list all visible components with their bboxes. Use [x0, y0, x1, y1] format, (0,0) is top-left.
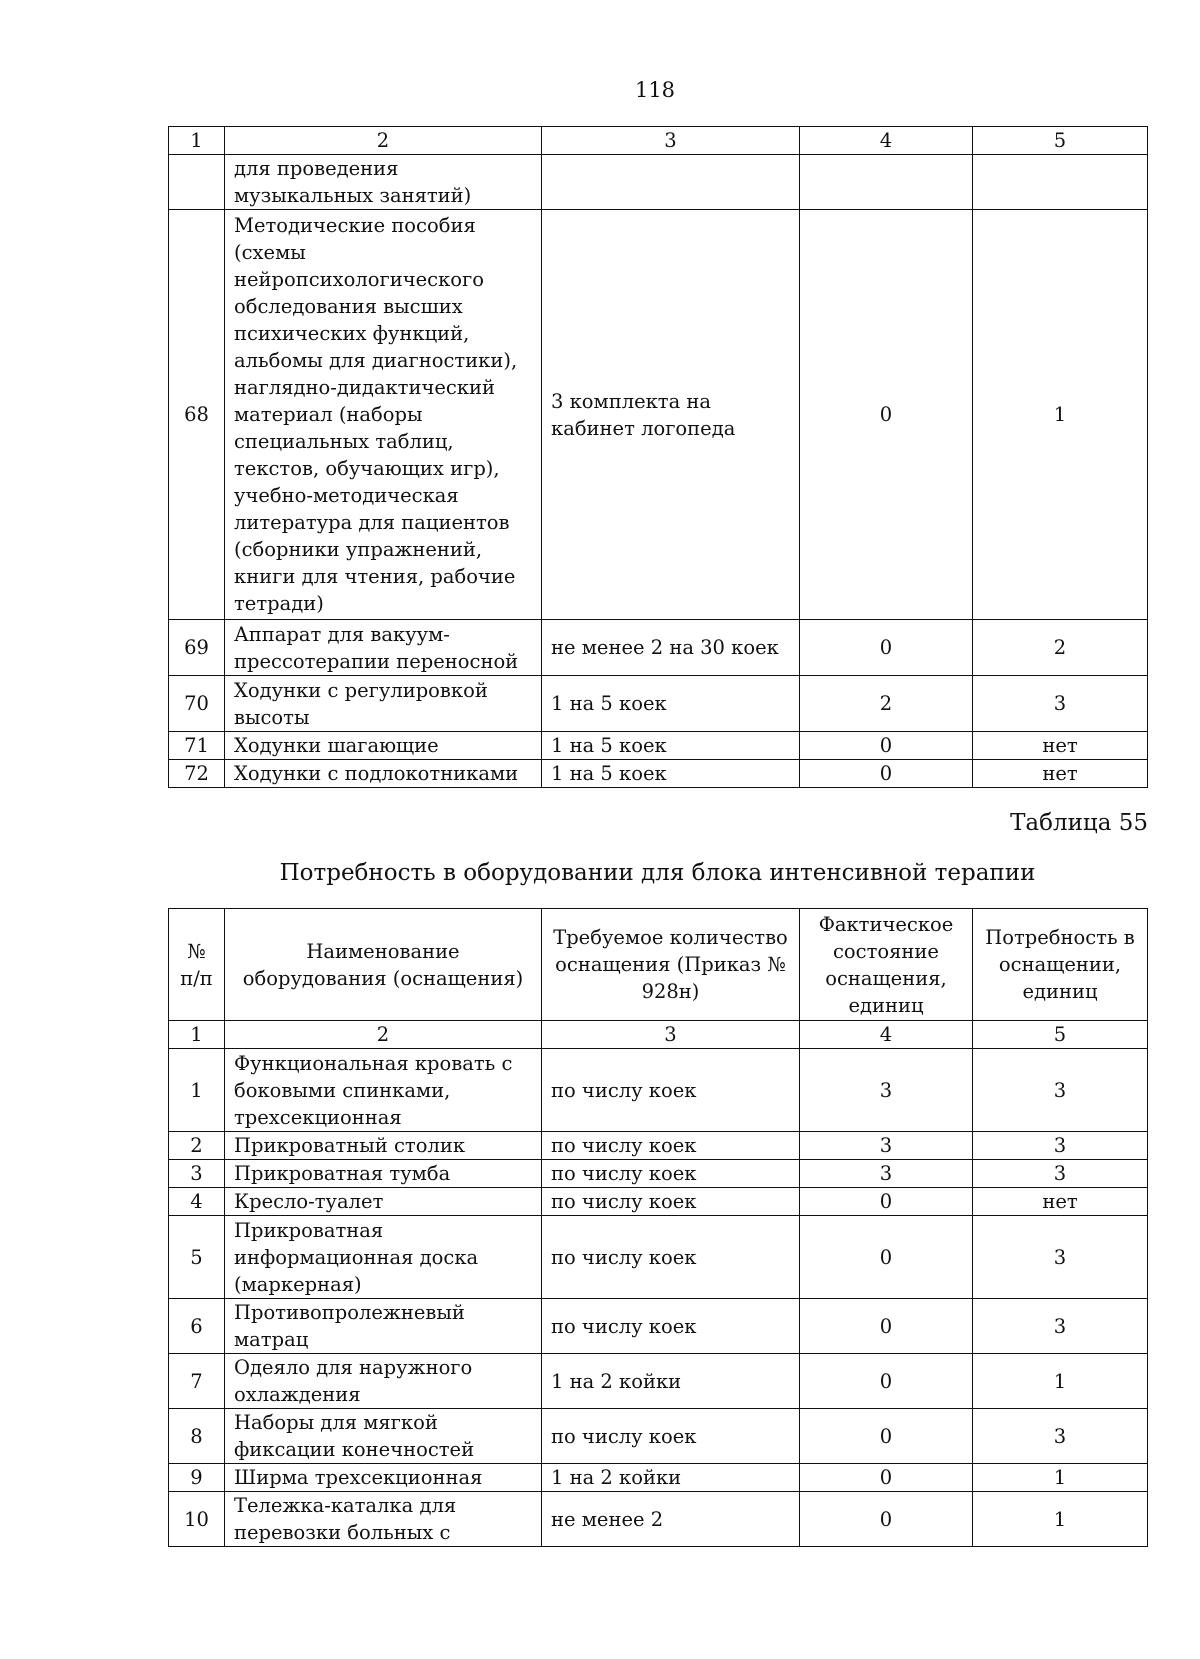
needed-quantity: нет: [973, 1188, 1148, 1216]
actual-quantity: 0: [800, 732, 973, 760]
required-quantity: 1 на 2 койки: [542, 1464, 800, 1492]
column-number: 3: [542, 1021, 800, 1049]
actual-quantity: 0: [800, 1354, 973, 1409]
required-quantity: по числу коек: [542, 1160, 800, 1188]
actual-quantity: 0: [800, 1492, 973, 1547]
column-number: 2: [225, 1021, 542, 1049]
column-number: 5: [973, 1021, 1148, 1049]
row-number: 5: [169, 1216, 225, 1299]
required-quantity: по числу коек: [542, 1132, 800, 1160]
needed-quantity: 1: [973, 1354, 1148, 1409]
needed-quantity: 3: [973, 1160, 1148, 1188]
needed-quantity: 3: [973, 676, 1148, 732]
actual-quantity: 0: [800, 210, 973, 620]
required-quantity: по числу коек: [542, 1216, 800, 1299]
column-header-need: Потребность в оснащении, единиц: [973, 909, 1148, 1021]
equipment-name: Ходунки шагающие: [225, 732, 542, 760]
actual-quantity: 3: [800, 1160, 973, 1188]
required-quantity: 3 комплекта на кабинет логопеда: [542, 210, 800, 620]
equipment-name: Прикроватная тумба: [225, 1160, 542, 1188]
row-number: 72: [169, 760, 225, 788]
table-row: [169, 155, 1148, 210]
table-row: [169, 620, 1148, 676]
row-number: 71: [169, 732, 225, 760]
needed-quantity: 2: [973, 620, 1148, 676]
table-row: [169, 1464, 1148, 1492]
row-number: 4: [169, 1188, 225, 1216]
actual-quantity: 0: [800, 1299, 973, 1354]
equipment-name: Тележка-каталка для перевозки больных с: [225, 1492, 542, 1547]
page-number: 118: [634, 78, 676, 102]
row-number: 3: [169, 1160, 225, 1188]
table-row: [169, 1160, 1148, 1188]
needed-quantity: нет: [973, 732, 1148, 760]
table-caption-label: Таблица 55: [1010, 810, 1148, 836]
table-row: [169, 1188, 1148, 1216]
required-quantity: не менее 2: [542, 1492, 800, 1547]
required-quantity: 1 на 5 коек: [542, 732, 800, 760]
equipment-name: для проведения музыкальных занятий): [225, 155, 542, 210]
table-row: [169, 676, 1148, 732]
needed-quantity: 1: [973, 1464, 1148, 1492]
column-number: 1: [169, 127, 225, 155]
row-number: 8: [169, 1409, 225, 1464]
actual-quantity: 0: [800, 1409, 973, 1464]
equipment-table-continued: [168, 126, 1148, 788]
equipment-name: Ширма трехсекционная: [225, 1464, 542, 1492]
required-quantity: [542, 155, 800, 210]
table-row: [169, 1409, 1148, 1464]
table-row: [169, 732, 1148, 760]
table-row: [169, 1299, 1148, 1354]
needed-quantity: 3: [973, 1409, 1148, 1464]
equipment-name: Прикроватная информационная доска (маркерная): [225, 1216, 542, 1299]
actual-quantity: 0: [800, 760, 973, 788]
table-caption-title: Потребность в оборудовании для блока интенсивной терапии: [279, 860, 1036, 886]
column-header-number: № п/п: [169, 909, 225, 1021]
actual-quantity: 0: [800, 620, 973, 676]
equipment-name: Одеяло для наружного охлаждения: [225, 1354, 542, 1409]
equipment-name: Кресло-туалет: [225, 1188, 542, 1216]
column-number: 1: [169, 1021, 225, 1049]
table-row: [169, 760, 1148, 788]
needed-quantity: 3: [973, 1049, 1148, 1132]
column-number-row: [169, 127, 1148, 155]
row-number: 1: [169, 1049, 225, 1132]
column-number: 3: [542, 127, 800, 155]
table-row: [169, 1049, 1148, 1132]
intensive-care-equipment-table: [168, 908, 1148, 1547]
column-header-actual: Фактическое состояние оснащения, единиц: [800, 909, 973, 1021]
required-quantity: по числу коек: [542, 1049, 800, 1132]
actual-quantity: 2: [800, 676, 973, 732]
equipment-name: Ходунки с регулировкой высоты: [225, 676, 542, 732]
required-quantity: по числу коек: [542, 1299, 800, 1354]
column-number: 2: [225, 127, 542, 155]
column-number: 4: [800, 1021, 973, 1049]
equipment-name: Ходунки с подлокотниками: [225, 760, 542, 788]
needed-quantity: нет: [973, 760, 1148, 788]
row-number: 10: [169, 1492, 225, 1547]
table-row: [169, 1354, 1148, 1409]
table-row: [169, 1492, 1148, 1547]
required-quantity: по числу коек: [542, 1409, 800, 1464]
needed-quantity: [973, 155, 1148, 210]
row-number: [169, 155, 225, 210]
row-number: 69: [169, 620, 225, 676]
equipment-name: Прикроватный столик: [225, 1132, 542, 1160]
row-number: 6: [169, 1299, 225, 1354]
equipment-name: Методические пособия (схемы нейропсихологического обследования высших психических функций, альбомы для диагностики), наглядно-дидактический материал (наборы специальных таблиц, текстов, обучающих игр), учебно-методическая литература для пациентов (сборники упражнений, книги для чтения, рабочие тетради): [225, 210, 542, 620]
column-number: 5: [973, 127, 1148, 155]
actual-quantity: 3: [800, 1132, 973, 1160]
needed-quantity: 3: [973, 1132, 1148, 1160]
column-number-row: [169, 1021, 1148, 1049]
actual-quantity: [800, 155, 973, 210]
equipment-name: Функциональная кровать с боковыми спинками, трехсекционная: [225, 1049, 542, 1132]
equipment-name: Аппарат для вакуум-прессотерапии переносной: [225, 620, 542, 676]
table-row: [169, 1216, 1148, 1299]
needed-quantity: 3: [973, 1299, 1148, 1354]
needed-quantity: 1: [973, 210, 1148, 620]
row-number: 2: [169, 1132, 225, 1160]
required-quantity: 1 на 5 коек: [542, 676, 800, 732]
required-quantity: по числу коек: [542, 1188, 800, 1216]
required-quantity: 1 на 5 коек: [542, 760, 800, 788]
actual-quantity: 3: [800, 1049, 973, 1132]
row-number: 68: [169, 210, 225, 620]
needed-quantity: 1: [973, 1492, 1148, 1547]
row-number: 70: [169, 676, 225, 732]
row-number: 9: [169, 1464, 225, 1492]
column-header-name: Наименование оборудования (оснащения): [225, 909, 542, 1021]
needed-quantity: 3: [973, 1216, 1148, 1299]
actual-quantity: 0: [800, 1188, 973, 1216]
equipment-name: Наборы для мягкой фиксации конечностей: [225, 1409, 542, 1464]
required-quantity: не менее 2 на 30 коек: [542, 620, 800, 676]
table-row: [169, 210, 1148, 620]
column-header-required: Требуемое количество оснащения (Приказ № 928н): [542, 909, 800, 1021]
header-row: [169, 909, 1148, 1021]
actual-quantity: 0: [800, 1216, 973, 1299]
actual-quantity: 0: [800, 1464, 973, 1492]
column-number: 4: [800, 127, 973, 155]
equipment-name: Противопролежневый матрац: [225, 1299, 542, 1354]
required-quantity: 1 на 2 койки: [542, 1354, 800, 1409]
row-number: 7: [169, 1354, 225, 1409]
table-row: [169, 1132, 1148, 1160]
